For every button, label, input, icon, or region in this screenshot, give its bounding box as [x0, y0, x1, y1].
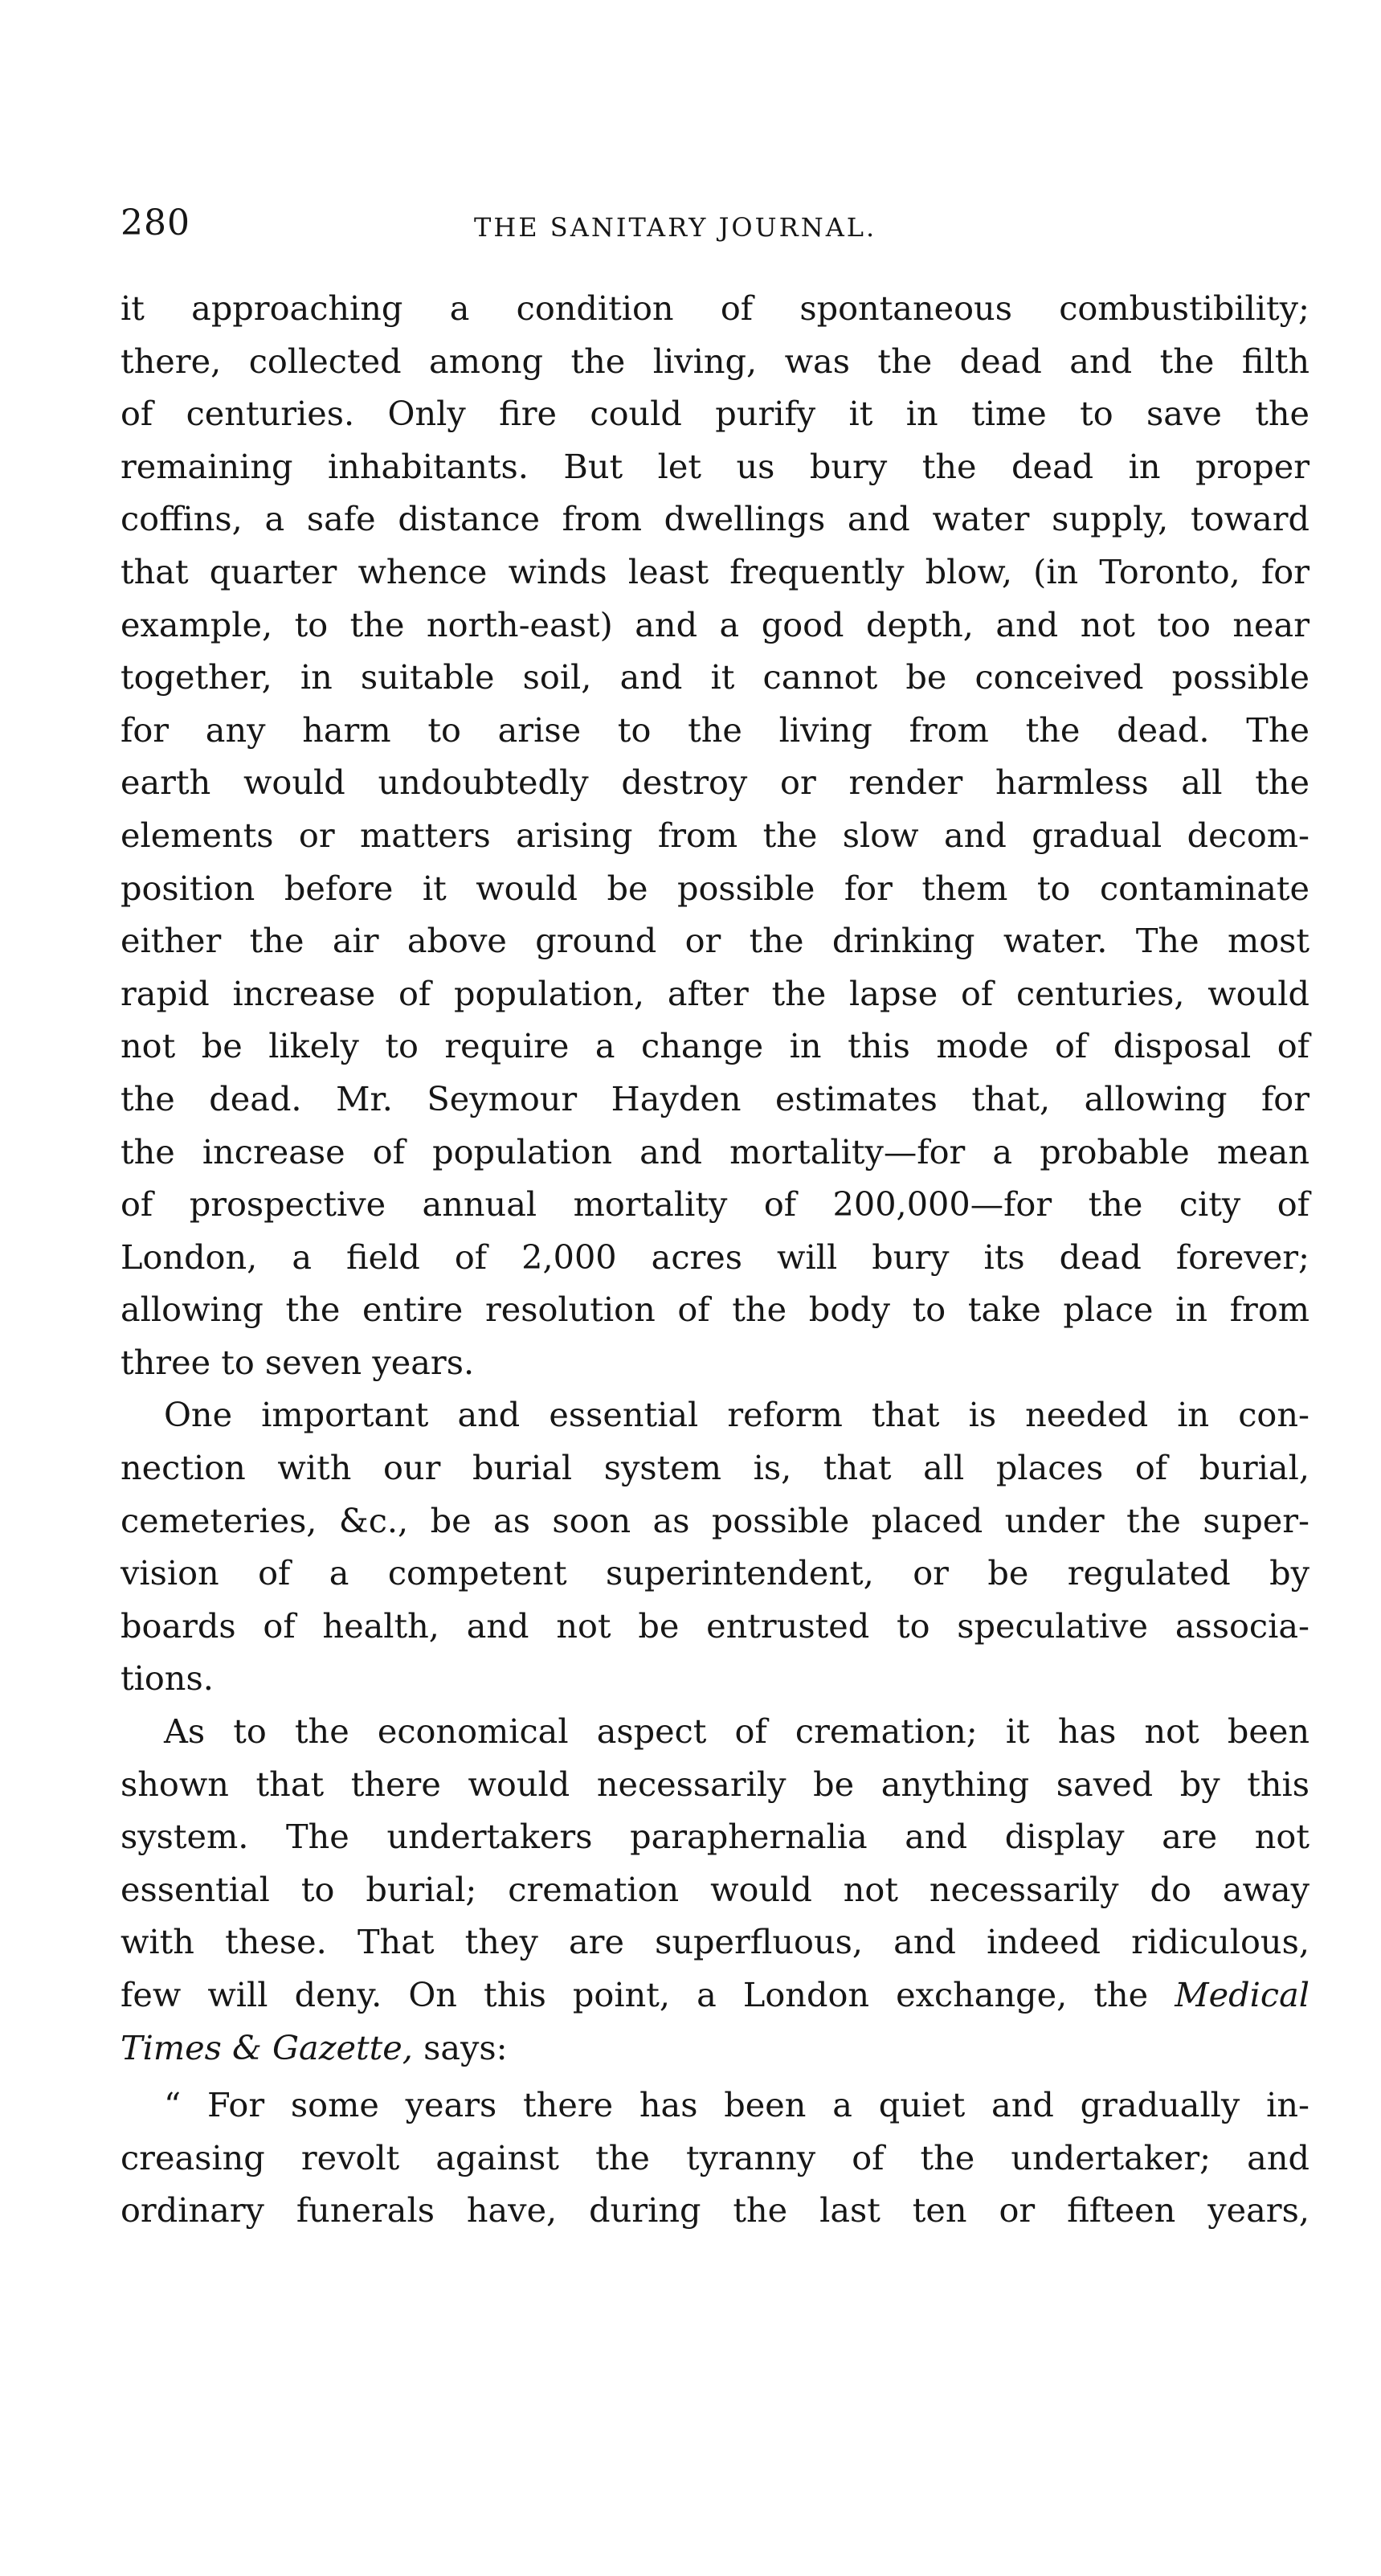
text-line: few will deny. On this point, a London exchange, the [121, 1976, 1149, 2014]
text-line: “ For some years there has been a quiet and gradually in- [164, 2086, 1309, 2125]
text-line: boards of health, and not be entrusted to speculative associa- [121, 1606, 1309, 1646]
text-line: One important and essential reform that is needed in con- [164, 1396, 1309, 1435]
text-line: vision of a competent superintendent, or be regulated by [121, 1554, 1309, 1593]
text-line: elements or matters arising from the slow and gradual decom- [121, 816, 1309, 855]
citation-title-part-2: Times & Gazette, [121, 2028, 413, 2067]
text-line: coffins, a safe distance from dwellings and water supply, toward [121, 500, 1309, 539]
text-line: creasing revolt against the tyranny of the undertaker; and [121, 2138, 1309, 2177]
text-line: rapid increase of population, after the lapse of centuries, would [121, 974, 1309, 1013]
text-line: the increase of population and mortality—for a probable mean [121, 1132, 1309, 1171]
paragraph-quotation [121, 2079, 1309, 2238]
text-line: system. The undertakers paraphernalia and display are not [121, 1818, 1309, 1857]
citation-title-part-1: Medical [1175, 1976, 1309, 2014]
page-header [121, 198, 1309, 254]
text-line: the dead. Mr. Seymour Hayden estimates that, allowing for [121, 1079, 1309, 1118]
text-line: of prospective annual mortality of 200,000—for the city of [121, 1185, 1309, 1225]
citation-line [121, 2022, 1309, 2075]
text-line: earth would undoubtedly destroy or render harmless all the [121, 763, 1309, 803]
text-line: ordinary funerals have, during the last ten or fifteen years, [121, 2191, 1309, 2230]
text-line: for any harm to arise to the living from the dead. The [121, 710, 1309, 750]
text-line: with these. That they are superfluous, and indeed ridiculous, [121, 1923, 1309, 1962]
text-line: position before it would be possible for them to contaminate [121, 869, 1309, 908]
text-line: there, collected among the living, was the dead and the filth [121, 341, 1309, 381]
page-number: 280 [121, 202, 190, 243]
text-line: tions. [121, 1659, 214, 1699]
text-line: allowing the entire resolution of the body to take place in from [121, 1290, 1309, 1330]
text-line: of centuries. Only fire could purify it in time to save the [121, 395, 1309, 434]
text-line: nection with our burial system is, that all places of burial, [121, 1449, 1309, 1488]
text-line: either the air above ground or the drinking water. The most [121, 922, 1309, 961]
text-line: example, to the north-east) and a good depth, and not too near [121, 605, 1309, 644]
paragraph-cremation-economics [121, 1706, 1309, 2075]
text-line: essential to burial; cremation would not necessarily do away [121, 1870, 1309, 1909]
body-text [121, 283, 1309, 2238]
text-line: remaining inhabitants. But let us bury the dead in proper [121, 447, 1309, 486]
text-line: cemeteries, &c., be as soon as possible placed under the super- [121, 1501, 1309, 1540]
text-line: As to the economical aspect of cremation; it has not been [164, 1712, 1309, 1752]
text-line: not be likely to require a change in this mode of disposal of [121, 1027, 1309, 1066]
text-line: it approaching a condition of spontaneous combustibility; [121, 289, 1309, 328]
text-line-with-citation [121, 1969, 1309, 2022]
text-line: London, a field of 2,000 acres will bury its dead forever; [121, 1237, 1309, 1277]
paragraph-burial-reform [121, 1389, 1309, 1706]
text-line: says: [412, 2028, 508, 2067]
text-line: that quarter whence winds least frequently blow, (in Toronto, for [121, 552, 1309, 591]
running-title: THE SANITARY JOURNAL. [474, 212, 877, 243]
text-line: three to seven years. [121, 1343, 475, 1382]
paragraph-burial-disposal [121, 283, 1309, 1389]
text-line: shown that there would necessarily be anything saved by this [121, 1764, 1309, 1804]
text-line: together, in suitable soil, and it cannot be conceived possible [121, 658, 1309, 697]
